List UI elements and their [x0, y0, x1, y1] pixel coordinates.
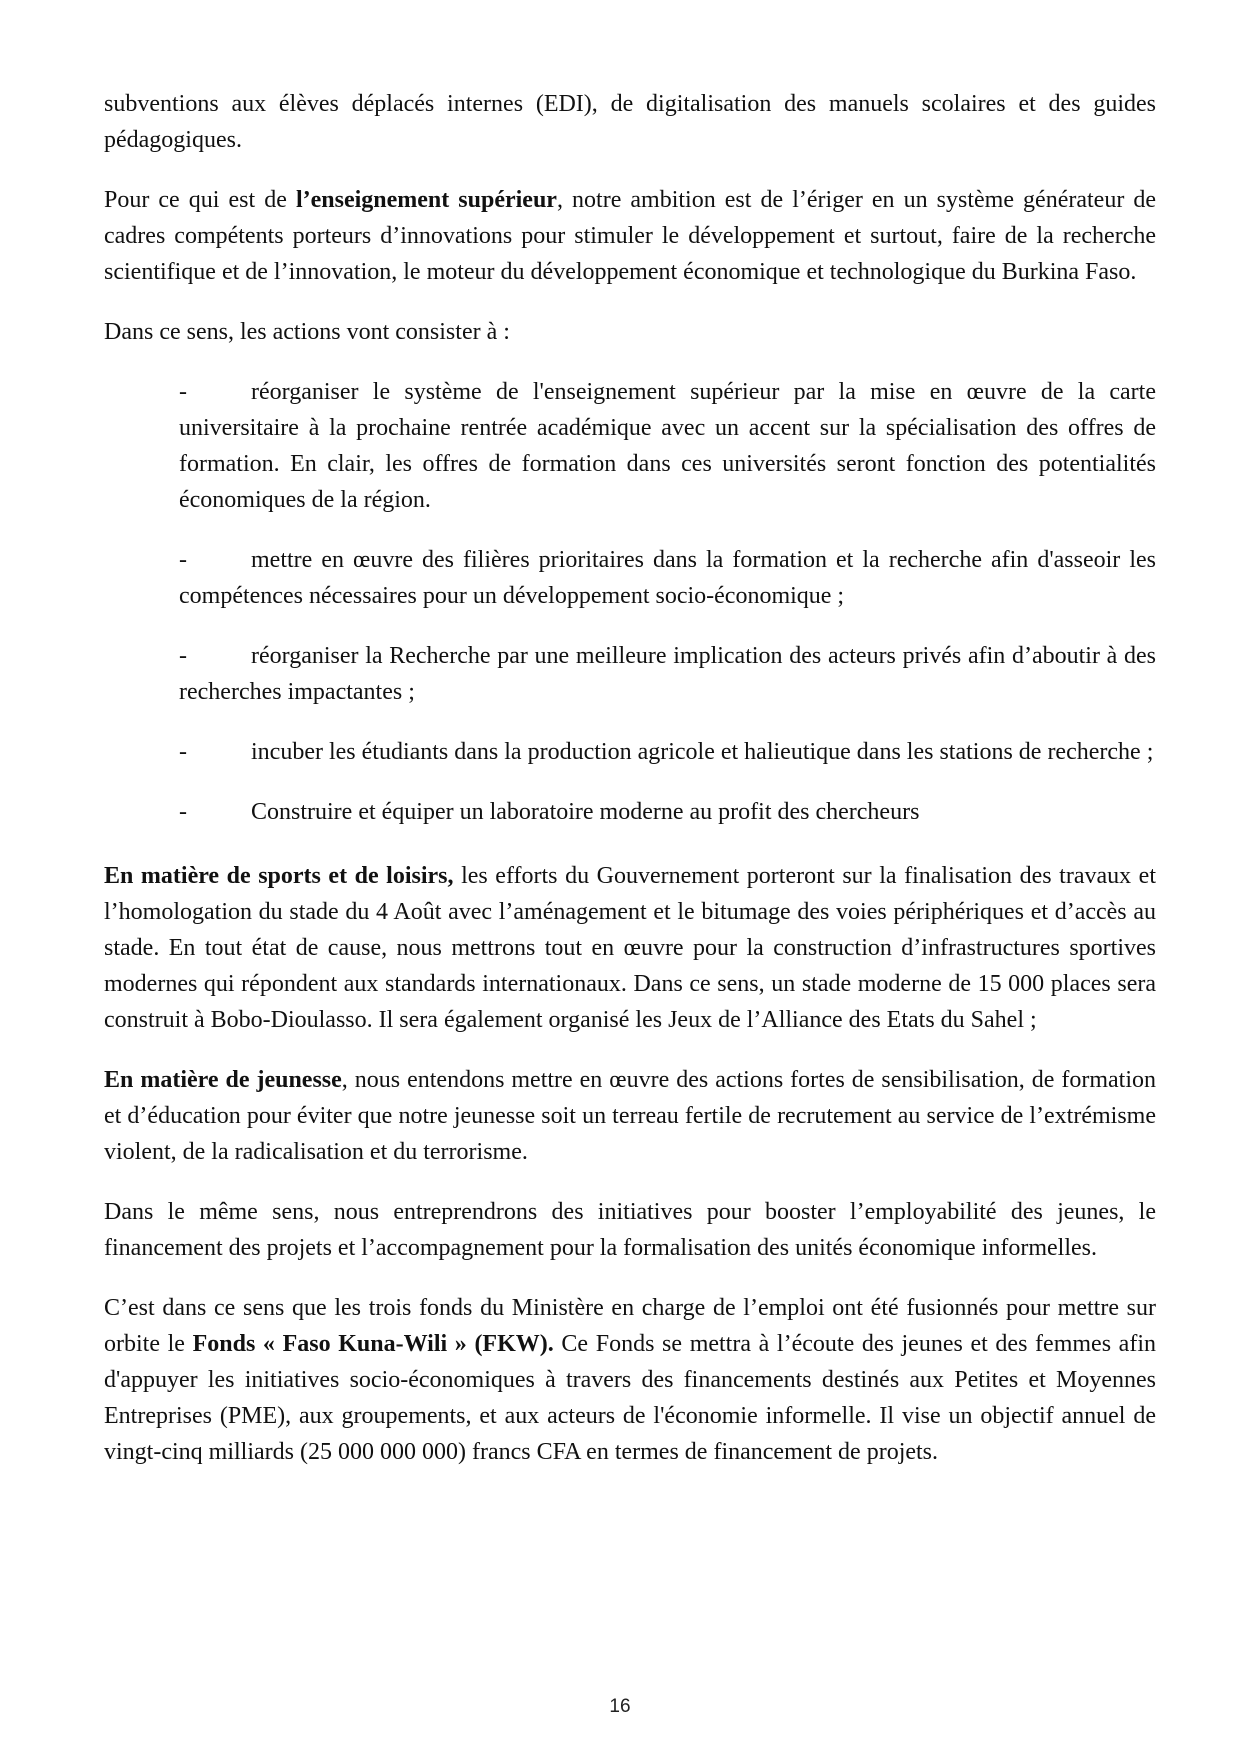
paragraph-text: Ce Fonds se mettra à l’écoute des jeunes et des femmes afin d'appuyer les initiatives socio-économiques à travers des financements destinés aux Petites et Moyennes Entreprises (PME), aux groupements, et aux acteurs de l'économie informelle. Il vise un objectif annuel de vingt-cinq milliards (25 000 000 000) francs CFA en termes de financement de projets. — [104, 1331, 1156, 1465]
paragraph-text: les efforts du Gouvernement porteront sur la finalisation des travaux et l’homologation du stade du 4 Août avec l’aménagement et le bitumage des voies périphériques et d’accès au stade. En tout état de cause, nous mettrons tout en œuvre pour la construction d’infrastructures sportives modernes qui répondent aux standards internationaux. Dans ce sens, un stade moderne de 15 000 places sera construit à Bobo-Dioulasso. Il sera également organisé les Jeux de l’Alliance des Etats du Sahel ; — [104, 863, 1157, 1033]
paragraph-actions-intro — [104, 314, 1156, 350]
list-item — [179, 638, 1156, 710]
bold-heading-sports-loisirs: En matière de sports et de loisirs, — [104, 863, 454, 889]
page-body — [104, 86, 1156, 1494]
list-item-text: incuber les étudiants dans la production agricole et halieutique dans les stations de recherche ; — [251, 739, 1154, 765]
paragraph-jeunesse — [104, 1062, 1156, 1170]
list-item — [179, 374, 1156, 518]
paragraph-text: , notre ambition est de l’ériger en un système générateur de cadres compétents porteurs d’innovations pour stimuler le développement et surtout, faire de la recherche scientifique et de l’innovation, le moteur du développement économique et technologique du Burkina Faso. — [104, 187, 1157, 285]
dash-bullet: - — [179, 643, 187, 669]
paragraph-employabilite — [104, 1194, 1156, 1266]
page-number: 16 — [609, 1696, 631, 1717]
bold-fund-name: Fonds « Faso Kuna-Wili » (FKW). — [192, 1331, 554, 1357]
paragraph-subventions — [104, 86, 1156, 158]
dash-bullet: - — [179, 739, 187, 765]
list-item — [179, 734, 1156, 770]
paragraph-text: , nous entendons mettre en œuvre des actions fortes de sensibilisation, de formation et d’éducation pour éviter que notre jeunesse soit un terreau fertile de recrutement au service de l’extrémisme violent, de la radicalisation et du terrorisme. — [104, 1067, 1156, 1165]
paragraph-text: Pour ce qui est de — [104, 187, 296, 213]
paragraph-sports-loisirs — [104, 858, 1156, 1038]
list-item — [179, 542, 1156, 614]
list-item-text: mettre en œuvre des filières prioritaires dans la formation et la recherche afin d'asseoir les compétences nécessaires pour un développement socio-économique ; — [179, 547, 1156, 609]
paragraph-text: Dans ce sens, les actions vont consister à : — [104, 319, 510, 345]
bold-heading-jeunesse: En matière de jeunesse — [104, 1067, 342, 1093]
dash-bullet: - — [179, 379, 187, 405]
list-item-text: réorganiser le système de l'enseignement supérieur par la mise en œuvre de la carte universitaire à la prochaine rentrée académique avec un accent sur la spécialisation des offres de formation. En clair, les offres de formation dans ces universités seront fonction des potentialités économiques de la région. — [179, 379, 1156, 513]
actions-list — [179, 374, 1156, 830]
dash-bullet: - — [179, 799, 187, 825]
list-item-text: Construire et équiper un laboratoire moderne au profit des chercheurs — [251, 799, 920, 825]
paragraph-fonds-fkw — [104, 1290, 1156, 1470]
paragraph-text: subventions aux élèves déplacés internes (EDI), de digitalisation des manuels scolaires et des guides pédagogiques. — [104, 91, 1156, 153]
list-item-text: réorganiser la Recherche par une meilleure implication des acteurs privés afin d’aboutir à des recherches impactantes ; — [179, 643, 1156, 705]
dash-bullet: - — [179, 547, 187, 573]
bold-heading-enseignement-superieur: l’enseignement supérieur — [295, 187, 557, 213]
paragraph-text: C’est dans ce sens que les trois fonds du Ministère en charge de l’emploi ont été fusionnés pour mettre sur orbite le — [104, 1295, 1156, 1357]
paragraph-text: Dans le même sens, nous entreprendrons des initiatives pour booster l’employabilité des jeunes, le financement des projets et l’accompagnement pour la formalisation des unités économique informelles. — [104, 1199, 1156, 1261]
list-item — [179, 794, 1156, 830]
paragraph-enseignement-superieur — [104, 182, 1156, 290]
